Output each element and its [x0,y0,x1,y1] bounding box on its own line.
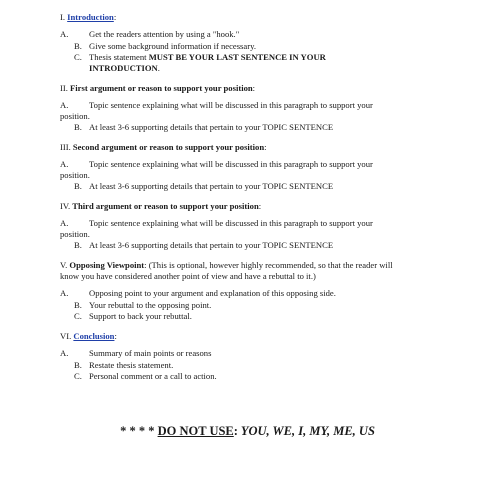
section-third-argument [60,201,435,251]
list-item: B. At least 3-6 supporting details that pertain to your TOPIC SENTENCE [74,240,334,250]
list-item: C. Thesis statement MUST BE YOUR LAST SENTENCE IN YOUR INTRODUCTION. [74,52,326,73]
section-introduction [60,12,435,74]
section-heading: VI. Conclusion: [60,331,117,341]
section-heading: V. Opposing Viewpoint: (This is optional, however highly recommended, so that the reader will know you have considered another point of view and have a rebuttal to it.) [60,260,393,281]
list-item: A. Summary of main points or reasons [60,348,212,358]
list-item: B. At least 3-6 supporting details that pertain to your TOPIC SENTENCE [74,122,334,132]
list-item: A. Topic sentence explaining what will be discussed in this paragraph to support your position. [60,218,373,239]
section-second-argument [60,142,435,192]
section-conclusion [60,331,435,382]
section-heading: III. Second argument or reason to support your position: [60,142,267,152]
section-heading: I. Introduction: [60,12,117,22]
list-item: A. Topic sentence explaining what will be discussed in this paragraph to support your position. [60,100,373,121]
section-first-argument [60,83,435,133]
section-opposing-viewpoint [60,260,435,322]
list-item: A. Opposing point to your argument and explanation of this opposing side. [60,288,336,298]
introduction-link[interactable]: Introduction [67,12,114,22]
section-heading: II. First argument or reason to support your position: [60,83,256,93]
section-heading: IV. Third argument or reason to support your position: [60,201,262,211]
conclusion-link[interactable]: Conclusion [73,331,115,341]
list-item: B. Your rebuttal to the opposing point. [74,300,212,310]
list-item: B. Restate thesis statement. [74,360,174,370]
list-item: B. Give some background information if necessary. [74,41,256,51]
list-item: C. Support to back your rebuttal. [74,311,192,321]
list-item: B. At least 3-6 supporting details that pertain to your TOPIC SENTENCE [74,181,334,191]
section-number: I. [60,12,66,22]
list-item: A. Topic sentence explaining what will be discussed in this paragraph to support your position. [60,159,373,180]
list-item: C. Personal comment or a call to action. [74,371,217,381]
list-item: A. Get the readers attention by using a "hook." [60,29,240,39]
do-not-use-warning: * * * * DO NOT USE: YOU, WE, I, MY, ME, US [120,424,375,438]
